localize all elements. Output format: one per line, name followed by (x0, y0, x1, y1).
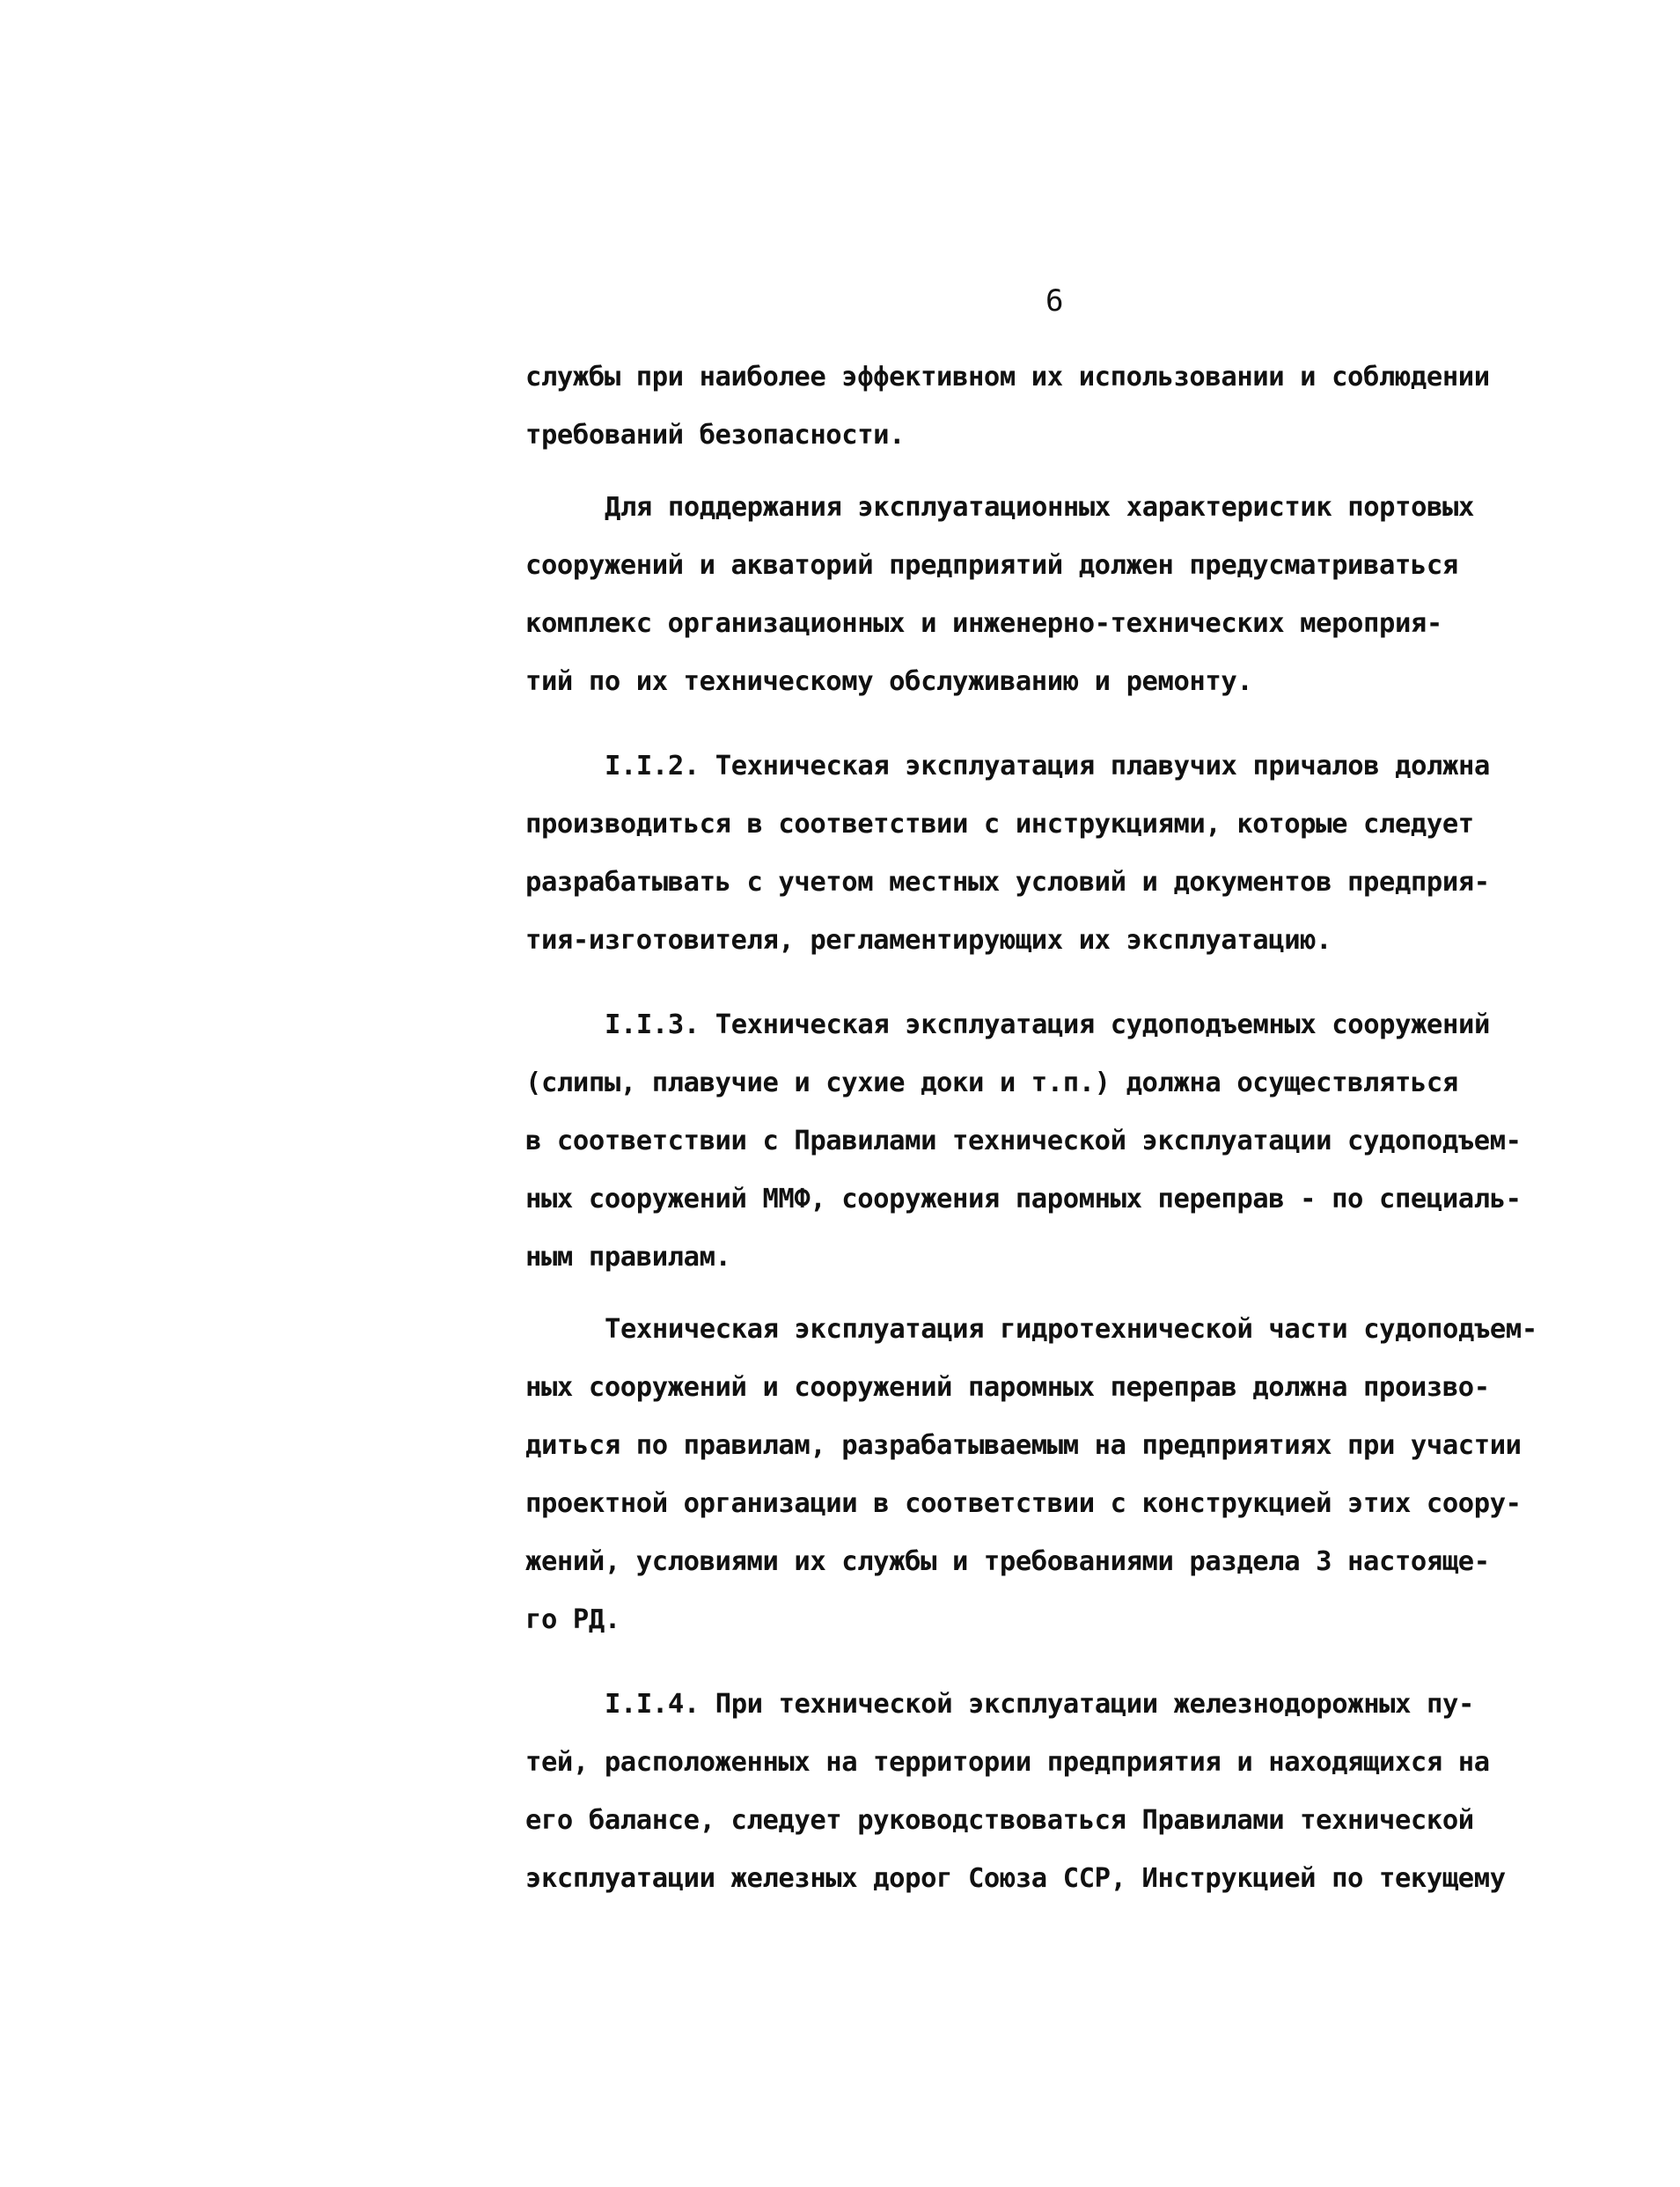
text-line: диться по правилам, разрабатываемым на предприятиях при участии (525, 1430, 1522, 1461)
text-line: тия-изготовителя, регламентирующих их эксплуатацию. (525, 925, 1332, 956)
text-line: (слипы, плавучие и сухие доки и т.п.) должна осуществляться (525, 1068, 1458, 1098)
paragraph-continuation (525, 349, 1608, 465)
text-line: эксплуатации железных дорог Союза ССР, Инструкцией по текущему (525, 1863, 1506, 1894)
section-1-1-3 (525, 996, 1608, 1287)
text-line: I.I.3. Техническая эксплуатация судоподъемных сооружений (605, 1009, 1490, 1040)
document-body (525, 349, 1608, 1908)
text-line: Для поддержания эксплуатационных характеристик портовых (605, 492, 1474, 523)
text-line: тий по их техническому обслуживанию и ремонту. (525, 666, 1253, 697)
text-line: его балансе, следует руководствоваться Правилами технической (525, 1805, 1474, 1836)
text-line: проектной организации в соответствии с конструкцией этих соору- (525, 1488, 1522, 1519)
paragraph-hydrotechnical (525, 1301, 1608, 1649)
text-line: жений, условиями их службы и требованиями раздела 3 настояще- (525, 1546, 1490, 1577)
page-number: 6 (1045, 283, 1064, 319)
paragraph-maintenance (525, 479, 1608, 711)
text-line: ных сооружений и сооружений паромных переправ должна произво- (525, 1372, 1490, 1403)
text-line: разрабатывать с учетом местных условий и документов предприя- (525, 867, 1490, 898)
text-line: ных сооружений ММФ, сооружения паромных переправ - по специаль- (525, 1184, 1522, 1215)
text-line: требований безопасности. (525, 420, 906, 451)
section-1-1-2 (525, 738, 1608, 970)
text-line: го РД. (525, 1604, 620, 1635)
section-1-1-4 (525, 1676, 1608, 1908)
text-line: комплекс организационных и инженерно-технических мероприя- (525, 608, 1442, 639)
text-line: I.I.4. При технической эксплуатации железнодорожных пу- (605, 1689, 1474, 1720)
text-line: сооружений и акваторий предприятий должен предусматриваться (525, 550, 1458, 581)
text-line: службы при наиболее эффективном их использовании и соблюдении (525, 362, 1490, 393)
text-line: тей, расположенных на территории предприятия и находящихся на (525, 1747, 1490, 1778)
text-line: в соответствии с Правилами технической эксплуатации судоподъем- (525, 1126, 1522, 1156)
text-line: производиться в соответствии с инструкциями, которые следует (525, 809, 1474, 840)
text-line: ным правилам. (525, 1242, 731, 1273)
text-line: Техническая эксплуатация гидротехнической части судоподъем- (605, 1314, 1537, 1345)
text-line: I.I.2. Техническая эксплуатация плавучих причалов должна (605, 751, 1490, 782)
